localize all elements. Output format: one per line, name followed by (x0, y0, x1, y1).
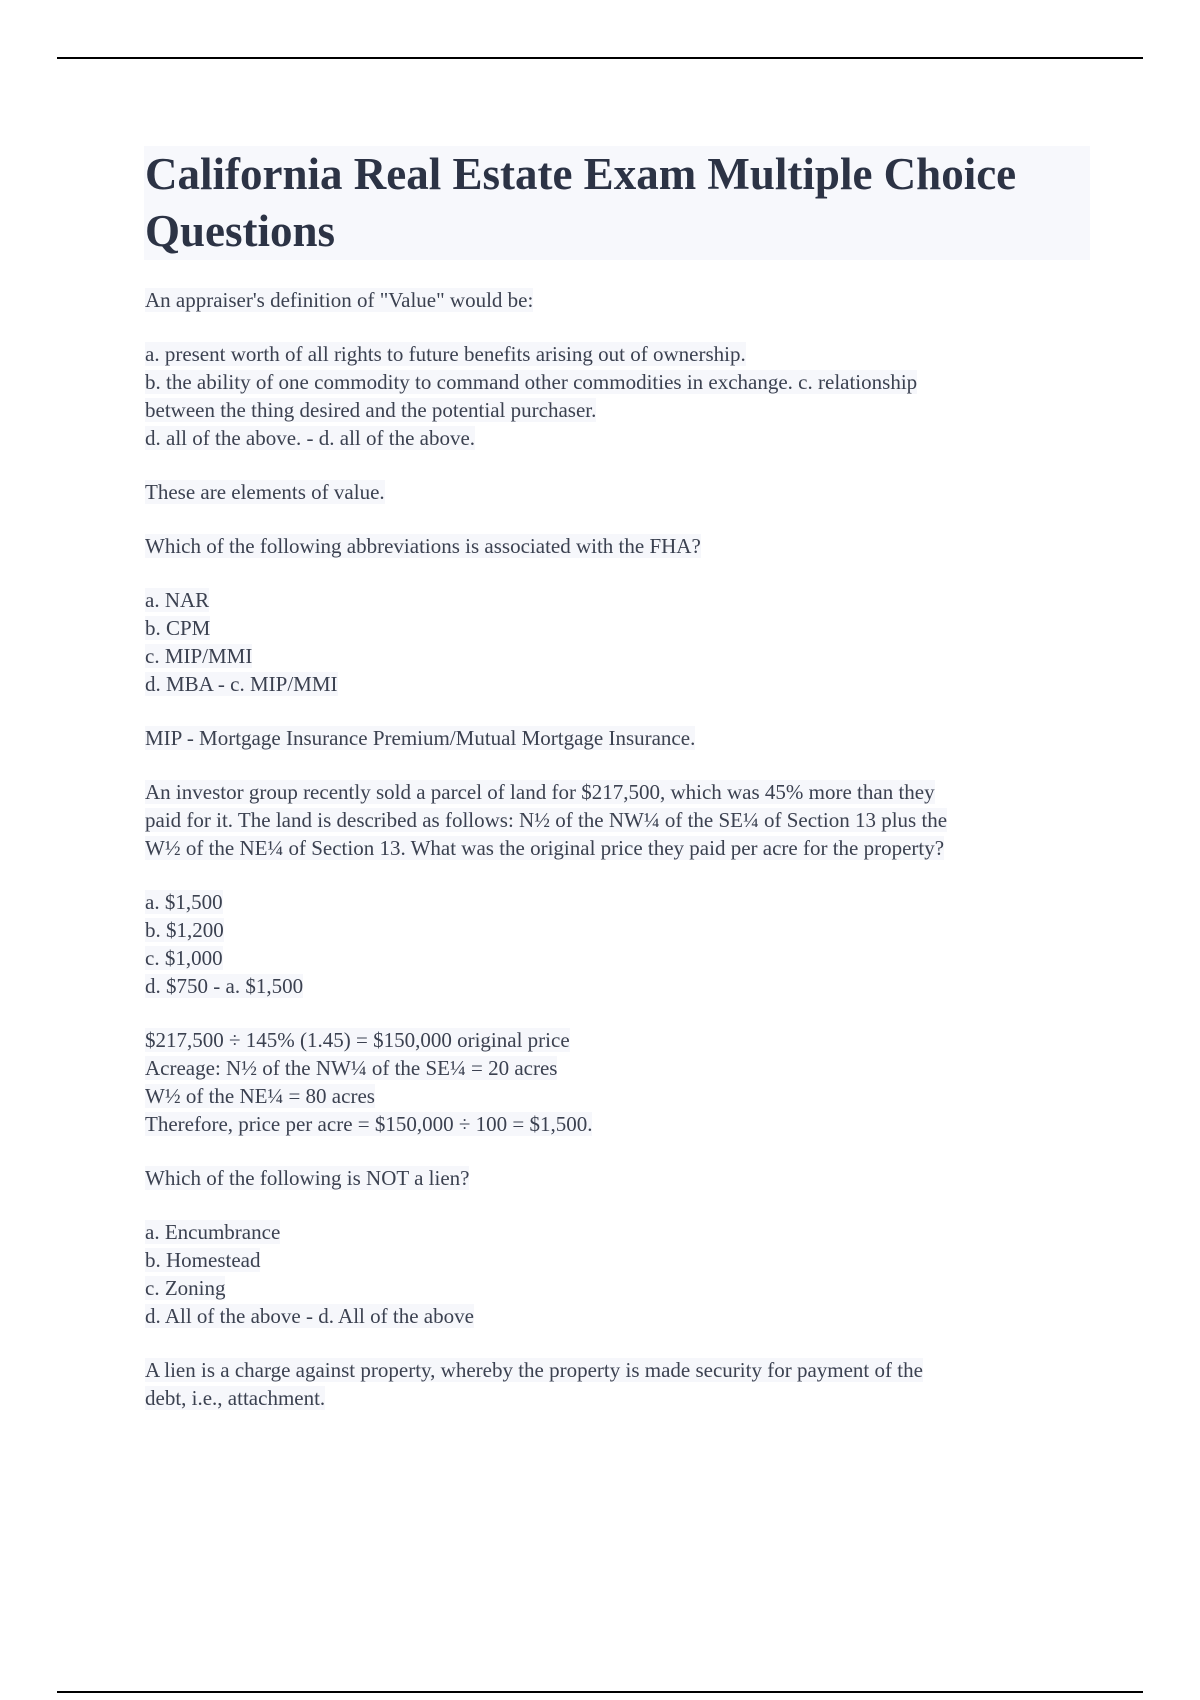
text-line-content: a. $1,500 (145, 890, 223, 914)
text-line-content: Which of the following abbreviations is associated with the FHA? (145, 534, 701, 558)
text-line (145, 286, 1090, 314)
text-line (145, 1164, 1090, 1192)
text-line (145, 396, 1090, 424)
text-line (145, 368, 1090, 396)
paragraph (145, 724, 1090, 752)
top-rule (57, 57, 1143, 59)
text-line (145, 1246, 1090, 1274)
text-line-content: $217,500 ÷ 145% (1.45) = $150,000 original price (145, 1028, 570, 1052)
text-line (145, 586, 1090, 614)
text-line (145, 1356, 1090, 1384)
text-line (145, 834, 1090, 862)
text-line-content: between the thing desired and the potential purchaser. (145, 398, 597, 422)
text-line-content: b. the ability of one commodity to command other commodities in exchange. c. relationship (145, 370, 918, 394)
text-line (145, 724, 1090, 752)
text-line-content: A lien is a charge against property, whereby the property is made security for payment of the (145, 1358, 923, 1382)
text-line (145, 1026, 1090, 1054)
text-line-content: a. NAR (145, 588, 210, 612)
text-line-content: These are elements of value. (145, 480, 385, 504)
text-line (145, 1274, 1090, 1302)
text-line-content: Acreage: N½ of the NW¼ of the SE¼ = 20 acres (145, 1056, 558, 1080)
text-line (145, 614, 1090, 642)
bottom-rule (57, 1691, 1143, 1693)
paragraph (145, 340, 1090, 452)
text-line-content: b. Homestead (145, 1248, 261, 1272)
text-line (145, 642, 1090, 670)
paragraph (145, 1218, 1090, 1330)
text-line (145, 806, 1090, 834)
text-line-content: MIP - Mortgage Insurance Premium/Mutual Mortgage Insurance. (145, 726, 696, 750)
text-line (145, 424, 1090, 452)
text-line-content: An appraiser's definition of "Value" would be: (145, 288, 534, 312)
page-title: California Real Estate Exam Multiple Choice Questions (145, 149, 1017, 256)
question-list (145, 286, 1090, 1412)
text-line-content: d. MBA - c. MIP/MMI (145, 672, 338, 696)
text-line (145, 944, 1090, 972)
text-line-content: d. all of the above. - d. all of the above. (145, 426, 476, 450)
text-line (145, 1384, 1090, 1412)
text-line-content: W½ of the NE¼ = 80 acres (145, 1084, 375, 1108)
paragraph (145, 286, 1090, 314)
text-line-content: An investor group recently sold a parcel of land for $217,500, which was 45% more than they (145, 780, 935, 804)
text-line-content: c. $1,000 (145, 946, 223, 970)
text-line-content: c. MIP/MMI (145, 644, 253, 668)
paragraph (145, 1356, 1090, 1412)
text-line (145, 888, 1090, 916)
text-line-content: debt, i.e., attachment. (145, 1386, 326, 1410)
text-line-content: c. Zoning (145, 1276, 226, 1300)
text-line (145, 340, 1090, 368)
text-line-content: a. present worth of all rights to future benefits arising out of ownership. (145, 342, 746, 366)
text-line (145, 916, 1090, 944)
text-line (145, 532, 1090, 560)
paragraph (145, 1026, 1090, 1138)
text-line-content: d. $750 - a. $1,500 (145, 974, 304, 998)
paragraph (145, 1164, 1090, 1192)
text-line (145, 778, 1090, 806)
text-line (145, 1054, 1090, 1082)
title-block (144, 146, 1090, 260)
text-line (145, 972, 1090, 1000)
text-line-content: Therefore, price per acre = $150,000 ÷ 100 = $1,500. (145, 1112, 593, 1136)
paragraph (145, 532, 1090, 560)
text-line-content: W½ of the NE¼ of Section 13. What was the original price they paid per acre for the property? (145, 836, 945, 860)
document-body (145, 146, 1090, 1412)
paragraph (145, 888, 1090, 1000)
paragraph (145, 586, 1090, 698)
text-line-content: b. $1,200 (145, 918, 224, 942)
paragraph (145, 778, 1090, 862)
paragraph (145, 478, 1090, 506)
text-line (145, 1218, 1090, 1246)
text-line-content: b. CPM (145, 616, 211, 640)
text-line (145, 1082, 1090, 1110)
text-line (145, 1110, 1090, 1138)
text-line-content: paid for it. The land is described as follows: N½ of the NW¼ of the SE¼ of Section 13 plus the (145, 808, 948, 832)
text-line (145, 1302, 1090, 1330)
text-line (145, 478, 1090, 506)
text-line-content: Which of the following is NOT a lien? (145, 1166, 470, 1190)
text-line-content: a. Encumbrance (145, 1220, 281, 1244)
text-line (145, 670, 1090, 698)
text-line-content: d. All of the above - d. All of the above (145, 1304, 474, 1328)
